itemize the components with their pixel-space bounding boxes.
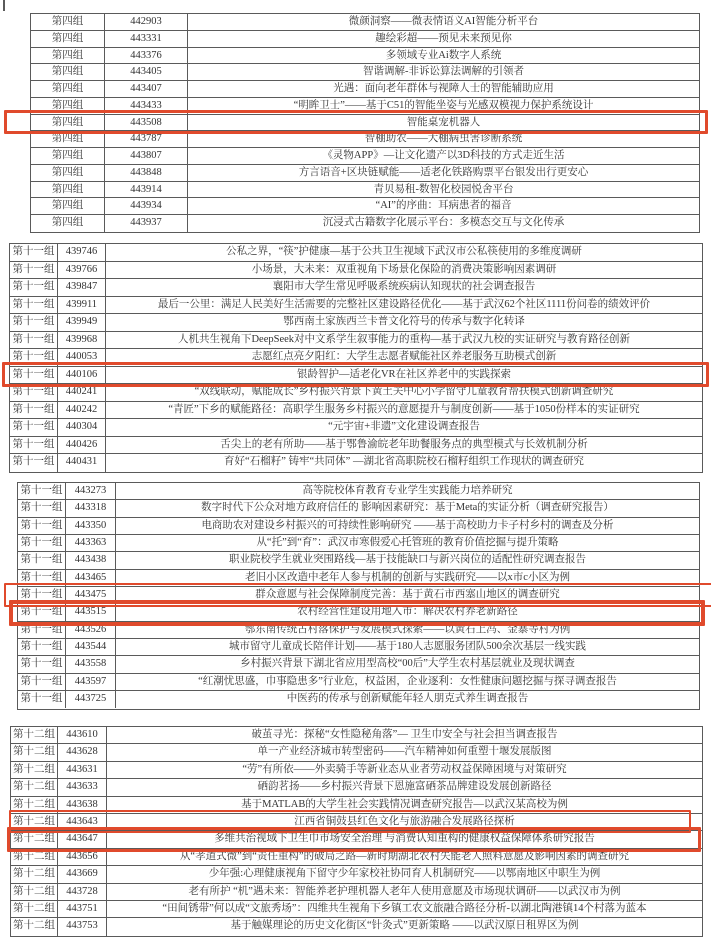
group-cell: 第十一组 xyxy=(10,437,58,454)
group-11-table-a xyxy=(9,243,703,473)
group-cell: 第十一组 xyxy=(10,402,58,419)
table-row xyxy=(10,332,702,350)
group-cell: 第十一组 xyxy=(18,639,66,655)
title-cell: 职业院校学生就业突围路线—基于技能缺口与新兴岗位的适配性研究调查报告 xyxy=(229,554,586,566)
id-cell: 443656 xyxy=(58,849,107,865)
title-cell: 基于触媒理论的历史文化街区“针灸式”更新策略 ——以武汉原日租界区为例 xyxy=(230,920,579,932)
id-cell: 443728 xyxy=(58,884,107,900)
id-cell: 443363 xyxy=(66,535,116,551)
title-cell: 最后一公里：满足人民美好生活需要的完整社区建设路径优化——基于武汉62个社区1111份问卷的绩效评价 xyxy=(157,298,651,310)
title-cell: 群众意愿与社会保障制度完善：基于黄石市西塞山地区的调查研究 xyxy=(255,589,560,601)
title-cell: 数字时代下公众对地方政府信任的 影响因素研究：基于Meta的实证分析（调查研究报告） xyxy=(201,502,614,514)
group-cell: 第四组 xyxy=(31,14,105,30)
table-row xyxy=(10,244,702,262)
id-cell: 443647 xyxy=(58,831,107,847)
id-cell: 443350 xyxy=(66,518,116,534)
id-cell: 443753 xyxy=(58,918,107,935)
id-cell: 439949 xyxy=(58,314,106,331)
id-cell: 443433 xyxy=(105,98,188,114)
group-cell: 第十一组 xyxy=(10,297,58,314)
table-row xyxy=(31,64,699,81)
table-row xyxy=(31,115,699,132)
table-row xyxy=(10,262,702,280)
id-cell: 443934 xyxy=(105,198,188,214)
group-cell: 第十二组 xyxy=(11,866,58,882)
id-cell: 443638 xyxy=(58,797,107,813)
title-cell: 小场景，大未来：双重视角下场景化保险的消费决策影响因素调研 xyxy=(251,263,557,275)
table-row xyxy=(11,884,702,901)
group-cell: 第四组 xyxy=(31,81,105,97)
table-row xyxy=(11,762,702,779)
group-cell: 第十二组 xyxy=(11,744,58,760)
title-cell: 方言语音+区块链赋能——适老化铁路购票平台银发出行更安心 xyxy=(298,166,589,178)
group-cell: 第十二组 xyxy=(11,831,58,847)
title-cell: “劳”有所依——外卖骑手等新业态从业者劳动权益保障困境与对策研究 xyxy=(242,763,567,775)
id-cell: 439746 xyxy=(58,244,106,261)
group-cell: 第十二组 xyxy=(11,884,58,900)
table-row xyxy=(10,279,702,297)
title-cell: 舌尖上的老有所助——基于鄂鲁渝皖老年助餐服务点的典型模式与长效机制分析 xyxy=(220,438,588,450)
table-row xyxy=(31,165,699,182)
id-cell: 439766 xyxy=(58,262,106,279)
title-cell: 基于MATLAB的大学生社会实践情况调查研究报告—以武汉某高校为例 xyxy=(241,798,568,810)
title-cell: 电商助农对建设乡村振兴的可持续性影响研究 ——基于高校助力卡子村乡村的调查及分析 xyxy=(201,519,614,531)
title-cell: 襄阳市大学生常见呼吸系统疾病认知现状的社会调查报告 xyxy=(272,281,536,292)
group-cell: 第十一组 xyxy=(10,279,58,296)
id-cell: 443405 xyxy=(105,64,188,80)
group-cell: 第十一组 xyxy=(18,535,66,551)
id-cell: 443376 xyxy=(105,48,188,64)
group-cell: 第十一组 xyxy=(18,552,66,568)
group-cell: 第四组 xyxy=(31,115,105,131)
title-cell: 智谐调解-非诉讼算法调解的引领者 xyxy=(363,66,524,78)
group-cell: 第十一组 xyxy=(18,656,66,672)
table-row xyxy=(18,656,699,673)
group-cell: 第十二组 xyxy=(11,727,58,743)
group-cell: 第十一组 xyxy=(10,419,58,436)
table-row xyxy=(18,674,699,691)
title-cell: 沉浸式古籍数字化展示平台：多模态交互与文化传承 xyxy=(322,217,565,229)
group-cell: 第十二组 xyxy=(11,918,58,935)
title-cell: 志愿红点亮夕阳红：大学生志愿者赋能社区养老服务互助模式创新 xyxy=(251,351,557,362)
group-cell: 第十二组 xyxy=(11,849,58,865)
table-row xyxy=(31,148,699,165)
id-cell: 440241 xyxy=(58,384,106,401)
id-cell: 443787 xyxy=(105,131,188,147)
title-cell: 《灵物APP》—让文化遗产以3D科技的方式走近生活 xyxy=(322,150,565,162)
group-cell: 第十一组 xyxy=(18,570,66,586)
table-row xyxy=(18,604,699,621)
table-row xyxy=(11,727,702,744)
id-cell: 440106 xyxy=(58,367,106,384)
group-cell: 第四组 xyxy=(31,48,105,64)
table-row xyxy=(11,779,702,796)
title-cell: 公私之界，“筷”护健康—基于公共卫生视域下武汉市公私筷使用的多维度调研 xyxy=(226,246,582,257)
group-cell: 第十二组 xyxy=(11,779,58,795)
title-cell: 从“托”到“育”：武汉市寒假爱心托管班的教育价值挖掘与提升策略 xyxy=(256,537,559,549)
group-cell: 第十一组 xyxy=(10,384,58,401)
group-cell: 第四组 xyxy=(31,198,105,214)
title-cell: 老有所护 “机”遇未来：智能养老护理机器人老年人使用意愿及市场现状调研——以武汉市为例 xyxy=(188,885,621,897)
group-cell: 第十二组 xyxy=(11,901,58,917)
title-cell: 从“孝道式微”到“责任重构”的破局之路—新时期湖北农村失能老人照料意愿及影响因素的调查研究 xyxy=(179,850,630,862)
group-cell: 第十一组 xyxy=(18,500,66,516)
group-cell: 第十二组 xyxy=(11,762,58,778)
table-row xyxy=(18,570,699,587)
group-cell: 第十一组 xyxy=(18,604,66,620)
group-cell: 第十一组 xyxy=(18,674,66,690)
table-row xyxy=(31,81,699,98)
group-cell: 第四组 xyxy=(31,215,105,232)
table-row xyxy=(31,31,699,48)
id-cell: 443937 xyxy=(105,215,188,232)
table-row xyxy=(10,349,702,367)
title-cell: 单一产业经济城市转型密码——汽车精神如何重塑十堰发展版图 xyxy=(257,746,552,758)
table-row xyxy=(10,384,702,402)
id-cell: 443807 xyxy=(105,148,188,164)
table-row xyxy=(11,918,702,935)
title-cell: “双线联动，赋能成长”乡村振兴背景下黄土关中心小学留守儿童教育帮扶模式创新调查研究 xyxy=(194,386,614,397)
table-row xyxy=(18,587,699,604)
id-cell: 443631 xyxy=(58,762,107,778)
title-cell: 智能桌宠机器人 xyxy=(406,116,481,128)
title-cell: 银龄智护—适老化VR在社区养老中的实践探索 xyxy=(296,368,512,380)
title-cell: “青匠”下乡的赋能路径：高职学生服务乡村振兴的意愿提升与制度创新——基于1050份样本的实证研究 xyxy=(168,403,640,415)
title-cell: 多维共治视域下卫生巾市场安全治理 与消费认知重构的健康权益保障体系研究报告 xyxy=(214,833,595,845)
title-cell: 江西省铜鼓县红色文化与旅游融合发展路径探析 xyxy=(294,815,515,827)
table-row xyxy=(11,866,702,883)
table-row xyxy=(11,831,702,848)
table-row xyxy=(31,131,699,148)
group-cell: 第十一组 xyxy=(10,454,58,472)
id-cell: 440242 xyxy=(58,402,106,419)
id-cell: 442903 xyxy=(105,14,188,30)
group-cell: 第十一组 xyxy=(10,244,58,261)
title-cell: 育好“石榴籽” 铸牢“共同体” —湖北省高职院校石榴籽组织工作现状的调查研究 xyxy=(224,456,584,467)
group-cell: 第四组 xyxy=(31,131,105,147)
group-cell: 第十一组 xyxy=(10,262,58,279)
title-cell: 城市留守儿童成长陪伴计划——基于180人志愿服务团队500余次基层一线实践 xyxy=(229,641,586,653)
id-cell: 440304 xyxy=(58,419,106,436)
table-row xyxy=(18,691,699,708)
title-cell: 光遇：面向老年群体与视障人士的智能辅助应用 xyxy=(333,83,554,95)
title-cell: 多领域专业Ai数字人系统 xyxy=(385,49,502,61)
id-cell: 443508 xyxy=(105,115,188,131)
id-cell: 443475 xyxy=(66,587,116,603)
id-cell: 443610 xyxy=(58,727,107,743)
group-12-table xyxy=(10,726,703,937)
table-row xyxy=(11,744,702,761)
table-row xyxy=(31,98,699,115)
id-cell: 440426 xyxy=(58,437,106,454)
id-cell: 443558 xyxy=(66,656,116,672)
title-cell: 鄂东南传统古村落保护与发展模式探索——以黄石上冯、金寨等村为例 xyxy=(244,623,571,635)
title-cell: “明眸卫士”——基于C51的智能坐姿与光感双模视力保护系统设计 xyxy=(293,99,594,111)
table-row xyxy=(31,198,699,215)
group-cell: 第十一组 xyxy=(18,587,66,603)
id-cell: 443914 xyxy=(105,182,188,198)
group-cell: 第十一组 xyxy=(18,518,66,534)
table-row xyxy=(10,297,702,315)
table-row xyxy=(10,437,702,455)
title-cell: “田间锈带”何以成“文旅秀场”：四维共生视角下乡镇工农文旅融合路径分析-以湖北陶港镇14个村落为蓝本 xyxy=(162,902,647,914)
group-cell: 第十二组 xyxy=(11,797,58,813)
group-cell: 第四组 xyxy=(31,148,105,164)
id-cell: 440431 xyxy=(58,454,106,472)
title-cell: 青贝易租-数智化校园悦舍平台 xyxy=(373,183,514,195)
table-row xyxy=(10,454,702,472)
table-row xyxy=(18,500,699,517)
title-cell: 智棚助农——大棚病虫害诊断系统 xyxy=(364,133,523,145)
title-cell: 乡村振兴背景下湖北省应用型高校“00后”大学生农村基层就业及现状调查 xyxy=(240,658,575,670)
title-cell: 农村经营性建设用地入市：解决农村养老新路径 xyxy=(297,606,518,618)
id-cell: 443438 xyxy=(66,552,116,568)
id-cell: 443515 xyxy=(66,604,116,620)
table-row xyxy=(31,215,699,232)
title-cell: 老旧小区改造中老年人参与机制的创新与实践研究——以x市c小区为例 xyxy=(245,571,570,583)
table-row xyxy=(18,518,699,535)
id-cell: 443848 xyxy=(105,165,188,181)
group-cell: 第十一组 xyxy=(18,483,66,499)
id-cell: 443273 xyxy=(66,483,116,499)
id-cell: 443544 xyxy=(66,639,116,655)
title-cell: 趣绘彩超——预见未来预见你 xyxy=(375,32,512,44)
group-cell: 第十一组 xyxy=(18,622,66,638)
id-cell: 443465 xyxy=(66,570,116,586)
title-cell: 微颜洞察——微表情语义AI智能分析平台 xyxy=(348,16,539,27)
id-cell: 443751 xyxy=(58,901,107,917)
title-cell: 少年强:心理健康视角下留守少年家校社协同育人机制研究——以鄂南地区中职生为例 xyxy=(208,868,601,880)
group-cell: 第四组 xyxy=(31,182,105,198)
title-cell: “元宇宙+非遗”文化建设调查报告 xyxy=(328,421,480,432)
table-row xyxy=(11,814,702,831)
group-cell: 第四组 xyxy=(31,165,105,181)
group-cell: 第十二组 xyxy=(11,814,58,830)
group-11-table-b xyxy=(17,482,700,710)
id-cell: 443725 xyxy=(66,691,116,708)
title-cell: 破茧寻光：探秘“女性隐秘角落”— 卫生巾安全与社会担当调查报告 xyxy=(251,729,558,740)
id-cell: 443318 xyxy=(66,500,116,516)
group-cell: 第十一组 xyxy=(18,691,66,708)
id-cell: 439968 xyxy=(58,332,106,349)
group-cell: 第四组 xyxy=(31,98,105,114)
id-cell: 443628 xyxy=(58,744,107,760)
group-cell: 第十一组 xyxy=(10,367,58,384)
title-cell: 硒韵茗扬——乡村振兴背景下恩施富硒茶品牌建设发展创新路径 xyxy=(257,781,552,793)
table-row xyxy=(18,622,699,639)
group-cell: 第十一组 xyxy=(10,314,58,331)
table-row xyxy=(18,639,699,656)
id-cell: 443526 xyxy=(66,622,116,638)
id-cell: 443407 xyxy=(105,81,188,97)
id-cell: 443643 xyxy=(58,814,107,830)
table-row xyxy=(31,182,699,199)
table-row xyxy=(11,849,702,866)
table-border-fragment xyxy=(3,0,5,11)
id-cell: 440053 xyxy=(58,349,106,366)
table-row xyxy=(18,552,699,569)
table-row xyxy=(31,14,699,31)
group-cell: 第十一组 xyxy=(10,349,58,366)
group-4-table xyxy=(30,13,700,233)
group-cell: 第四组 xyxy=(31,64,105,80)
id-cell: 439847 xyxy=(58,279,106,296)
table-row xyxy=(18,483,699,500)
table-row xyxy=(10,314,702,332)
id-cell: 439911 xyxy=(58,297,106,314)
table-row xyxy=(11,901,702,918)
id-cell: 443669 xyxy=(58,866,107,882)
title-cell: “红潮忧思盛，巾事隐患多”行业危，权益困，企业逐利：女性健康问题挖掘与探寻调查报告 xyxy=(198,675,617,687)
id-cell: 443331 xyxy=(105,31,188,47)
group-cell: 第四组 xyxy=(31,31,105,47)
id-cell: 443633 xyxy=(58,779,107,795)
title-cell: 中医药的传承与创新赋能年轻人朋克式养生调查报告 xyxy=(286,693,529,705)
id-cell: 443597 xyxy=(66,674,116,690)
title-cell: “AI”的序曲：耳病患者的福音 xyxy=(375,200,512,212)
table-row xyxy=(10,419,702,437)
table-row xyxy=(18,535,699,552)
table-row xyxy=(10,367,702,385)
table-row xyxy=(11,797,702,814)
title-cell: 人机共生视角下DeepSeek对中文系学生叙事能力的重构—基于武汉九校的实证研究与教育路径创新 xyxy=(177,333,631,345)
title-cell: 高等院校体育教育专业学生实践能力培养研究 xyxy=(302,485,513,496)
table-row xyxy=(10,402,702,420)
table-row xyxy=(31,48,699,65)
title-cell: 鄂西南土家族西兰卡普文化符号的传承与数字化转译 xyxy=(283,316,525,327)
group-cell: 第十一组 xyxy=(10,332,58,349)
